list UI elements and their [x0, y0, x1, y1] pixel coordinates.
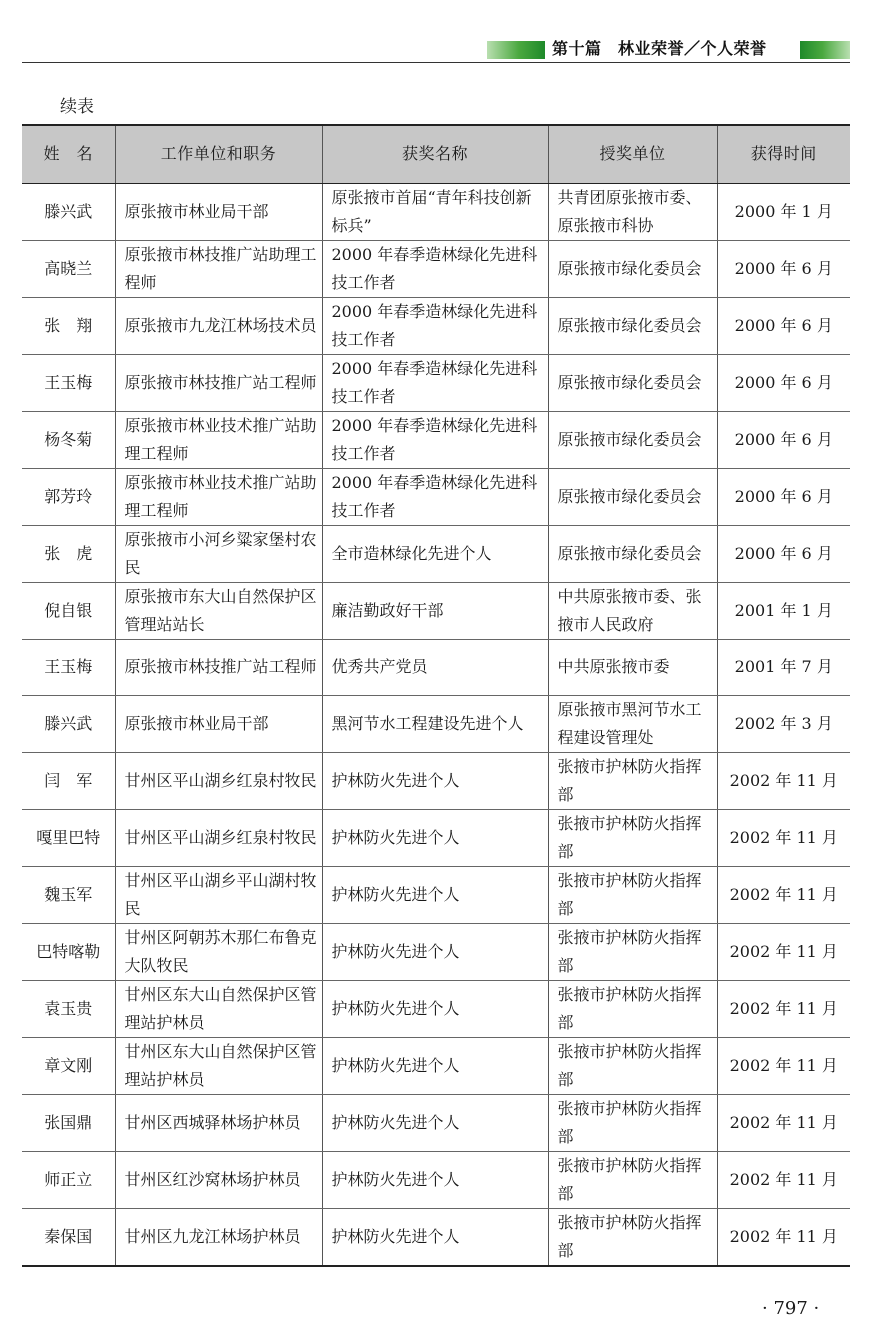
cell-award-name: 优秀共产党员	[322, 639, 548, 696]
cell-work-unit: 原张掖市小河乡粱家堡村农民	[115, 525, 322, 582]
cell-award-name: 全市造林绿化先进个人	[322, 525, 548, 582]
table-row	[22, 1095, 850, 1152]
cell-name: 闫 军	[22, 753, 115, 810]
cell-award-name: 2000 年春季造林绿化先进科技工作者	[322, 411, 548, 468]
cell-date: 2000 年 6 月	[717, 240, 850, 297]
cell-award-name: 廉洁勤政好干部	[322, 582, 548, 639]
cell-work-unit: 甘州区红沙窝林场护林员	[115, 1152, 322, 1209]
cell-issuer: 中共原张掖市委、张掖市人民政府	[548, 582, 717, 639]
cell-date: 2002 年 11 月	[717, 1209, 850, 1267]
cell-issuer: 原张掖市绿化委员会	[548, 240, 717, 297]
cell-name: 高晓兰	[22, 240, 115, 297]
cell-name: 师正立	[22, 1152, 115, 1209]
cell-name: 倪自银	[22, 582, 115, 639]
cell-award-name: 护林防火先进个人	[322, 1095, 548, 1152]
cell-work-unit: 甘州区平山湖乡红泉村牧民	[115, 753, 322, 810]
cell-name: 秦保国	[22, 1209, 115, 1267]
cell-award-name: 2000 年春季造林绿化先进科技工作者	[322, 468, 548, 525]
table-row	[22, 240, 850, 297]
cell-issuer: 原张掖市绿化委员会	[548, 525, 717, 582]
cell-name: 嘎里巴特	[22, 810, 115, 867]
cell-work-unit: 原张掖市东大山自然保护区管理站站长	[115, 582, 322, 639]
cell-name: 滕兴武	[22, 696, 115, 753]
cell-date: 2000 年 6 月	[717, 354, 850, 411]
cell-issuer: 共青团原张掖市委、原张掖市科协	[548, 183, 717, 240]
cell-work-unit: 原张掖市林业技术推广站助理工程师	[115, 468, 322, 525]
cell-date: 2001 年 7 月	[717, 639, 850, 696]
cell-date: 2002 年 11 月	[717, 981, 850, 1038]
page-number: · 797 ·	[762, 1298, 820, 1319]
page-header	[0, 0, 871, 66]
cell-name: 袁玉贵	[22, 981, 115, 1038]
table-row	[22, 1152, 850, 1209]
cell-issuer: 中共原张掖市委	[548, 639, 717, 696]
cell-work-unit: 甘州区平山湖乡平山湖村牧民	[115, 867, 322, 924]
cell-name: 王玉梅	[22, 639, 115, 696]
table-row	[22, 696, 850, 753]
cell-issuer: 张掖市护林防火指挥部	[548, 1152, 717, 1209]
table-row	[22, 753, 850, 810]
cell-award-name: 2000 年春季造林绿化先进科技工作者	[322, 240, 548, 297]
cell-award-name: 护林防火先进个人	[322, 810, 548, 867]
cell-work-unit: 原张掖市林业局干部	[115, 696, 322, 753]
cell-issuer: 张掖市护林防火指挥部	[548, 924, 717, 981]
cell-date: 2002 年 3 月	[717, 696, 850, 753]
cell-date: 2002 年 11 月	[717, 1152, 850, 1209]
table-row	[22, 582, 850, 639]
table-row	[22, 354, 850, 411]
cell-award-name: 护林防火先进个人	[322, 924, 548, 981]
header-rule	[22, 62, 850, 63]
cell-issuer: 张掖市护林防火指挥部	[548, 981, 717, 1038]
table-row	[22, 639, 850, 696]
cell-name: 张国鼎	[22, 1095, 115, 1152]
cell-date: 2002 年 11 月	[717, 810, 850, 867]
cell-work-unit: 原张掖市林技推广站助理工程师	[115, 240, 322, 297]
cell-issuer: 张掖市护林防火指挥部	[548, 1095, 717, 1152]
running-header-title: 第十篇 林业荣誉／个人荣誉	[552, 39, 767, 58]
cell-date: 2000 年 6 月	[717, 297, 850, 354]
cell-issuer: 原张掖市绿化委员会	[548, 411, 717, 468]
cell-issuer: 原张掖市黑河节水工程建设管理处	[548, 696, 717, 753]
cell-name: 魏玉军	[22, 867, 115, 924]
cell-issuer: 张掖市护林防火指挥部	[548, 1038, 717, 1095]
column-header-date: 获得时间	[717, 125, 850, 183]
cell-name: 巴特喀勒	[22, 924, 115, 981]
cell-date: 2002 年 11 月	[717, 867, 850, 924]
column-header-unit: 工作单位和职务	[115, 125, 322, 183]
cell-award-name: 原张掖市首届“青年科技创新标兵”	[322, 183, 548, 240]
cell-issuer: 张掖市护林防火指挥部	[548, 867, 717, 924]
cell-name: 张 虎	[22, 525, 115, 582]
table-row	[22, 810, 850, 867]
cell-work-unit: 甘州区平山湖乡红泉村牧民	[115, 810, 322, 867]
cell-work-unit: 原张掖市九龙江林场技术员	[115, 297, 322, 354]
cell-issuer: 原张掖市绿化委员会	[548, 297, 717, 354]
table-row	[22, 183, 850, 240]
cell-award-name: 护林防火先进个人	[322, 981, 548, 1038]
cell-issuer: 原张掖市绿化委员会	[548, 354, 717, 411]
column-header-issuer: 授奖单位	[548, 125, 717, 183]
table-row	[22, 1038, 850, 1095]
cell-award-name: 2000 年春季造林绿化先进科技工作者	[322, 297, 548, 354]
cell-date: 2000 年 6 月	[717, 411, 850, 468]
cell-name: 王玉梅	[22, 354, 115, 411]
table-header-row	[22, 125, 850, 183]
cell-date: 2000 年 1 月	[717, 183, 850, 240]
cell-work-unit: 甘州区阿朝苏木那仁布鲁克大队牧民	[115, 924, 322, 981]
cell-issuer: 原张掖市绿化委员会	[548, 468, 717, 525]
cell-name: 张 翔	[22, 297, 115, 354]
cell-name: 郭芳玲	[22, 468, 115, 525]
table-row	[22, 1209, 850, 1267]
column-header-award: 获奖名称	[322, 125, 548, 183]
cell-work-unit: 甘州区东大山自然保护区管理站护林员	[115, 1038, 322, 1095]
table-row	[22, 867, 850, 924]
cell-work-unit: 原张掖市林业技术推广站助理工程师	[115, 411, 322, 468]
table-caption: 续表	[60, 97, 94, 117]
awards-table	[22, 124, 850, 1267]
table-body	[22, 183, 850, 1266]
cell-date: 2000 年 6 月	[717, 525, 850, 582]
table-row	[22, 924, 850, 981]
header-decor-bar-right	[800, 41, 850, 59]
cell-award-name: 2000 年春季造林绿化先进科技工作者	[322, 354, 548, 411]
table-row	[22, 297, 850, 354]
cell-issuer: 张掖市护林防火指挥部	[548, 810, 717, 867]
cell-date: 2000 年 6 月	[717, 468, 850, 525]
cell-work-unit: 甘州区东大山自然保护区管理站护林员	[115, 981, 322, 1038]
cell-award-name: 护林防火先进个人	[322, 867, 548, 924]
cell-work-unit: 甘州区西城驿林场护林员	[115, 1095, 322, 1152]
column-header-name: 姓 名	[22, 125, 115, 183]
cell-date: 2002 年 11 月	[717, 924, 850, 981]
table-row	[22, 981, 850, 1038]
cell-award-name: 黑河节水工程建设先进个人	[322, 696, 548, 753]
table-row	[22, 525, 850, 582]
cell-award-name: 护林防火先进个人	[322, 1152, 548, 1209]
cell-award-name: 护林防火先进个人	[322, 1038, 548, 1095]
cell-issuer: 张掖市护林防火指挥部	[548, 1209, 717, 1267]
cell-award-name: 护林防火先进个人	[322, 753, 548, 810]
cell-date: 2002 年 11 月	[717, 753, 850, 810]
cell-date: 2002 年 11 月	[717, 1095, 850, 1152]
cell-date: 2002 年 11 月	[717, 1038, 850, 1095]
cell-name: 杨冬菊	[22, 411, 115, 468]
cell-work-unit: 原张掖市林技推广站工程师	[115, 639, 322, 696]
header-decor-bar-left	[487, 41, 545, 59]
cell-date: 2001 年 1 月	[717, 582, 850, 639]
cell-name: 滕兴武	[22, 183, 115, 240]
cell-award-name: 护林防火先进个人	[322, 1209, 548, 1267]
cell-issuer: 张掖市护林防火指挥部	[548, 753, 717, 810]
cell-work-unit: 原张掖市林业局干部	[115, 183, 322, 240]
table-row	[22, 411, 850, 468]
cell-name: 章文刚	[22, 1038, 115, 1095]
cell-work-unit: 原张掖市林技推广站工程师	[115, 354, 322, 411]
table-row	[22, 468, 850, 525]
cell-work-unit: 甘州区九龙江林场护林员	[115, 1209, 322, 1267]
